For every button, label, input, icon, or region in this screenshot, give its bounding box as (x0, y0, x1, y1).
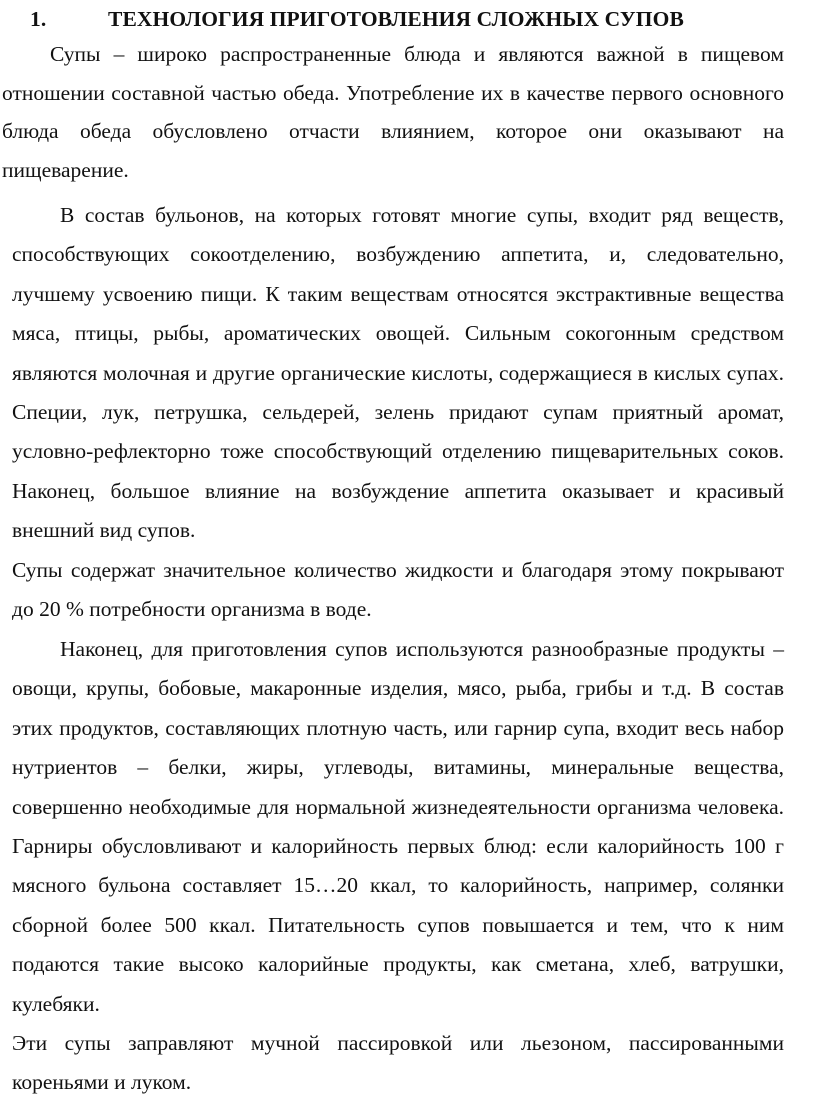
paragraph-intro: Супы – широко распространенные блюда и являются важной в пищевом отношении составной частью обеда. Употребление их в качестве первого основного блюда обеда обусловлено отчасти влиянием, которое они оказывают на пищеварение. (2, 42, 784, 182)
heading-title: ТЕХНОЛОГИЯ ПРИГОТОВЛЕНИЯ СЛОЖНЫХ СУПОВ (108, 7, 684, 31)
heading-number: 1. (30, 7, 47, 31)
paragraph-broths: В состав бульонов, на которых готовят многие супы, входит ряд веществ, способствующих сокоотделению, возбуждению аппетита, и, следовательно, лучшему усвоению пищи. К таким веществам относятся экстрактивные вещества мяса, птицы, рыбы, ароматических овощей. Сильным сокогонным средством являются молочная и другие органические кислоты, содержащиеся в кислых супах. Специи, лук, петрушка, сельдерей, зелень придают супам приятный аромат, условно-рефлекторно тоже способствующий отделению пищеварительных соков. Наконец, большое влияние на возбуждение аппетита оказывает и красивый внешний вид супов. (12, 203, 784, 543)
paragraph-products: Наконец, для приготовления супов используются разнообразные продукты – овощи, крупы, бобовые, макаронные изделия, мясо, рыба, грибы и т.д. В состав этих продуктов, составляющих плотную часть, или гарнир супа, входит весь набор нутриентов – белки, жиры, углеводы, витамины, минеральные вещества, совершенно необходимые для нормальной жизнедеятельности организма человека. Гарниры обусловливают и калорийность первых блюд: если калорийность 100 г мясного бульона составляет 15…20 ккал, то калорийность, например, солянки сборной более 500 ккал. Питательность супов повышается и тем, что к ним подаются такие высоко калорийные продукты, как сметана, хлеб, ватрушки, кулебяки. (12, 637, 784, 1016)
paragraph-liquid: Супы содержат значительное количество жидкости и благодаря этому покрывают до 20 % потребности организма в воде. (12, 558, 784, 622)
section-heading (30, 6, 684, 32)
paragraph-dressing: Эти супы заправляют мучной пассировкой или льезоном, пассированными кореньями и луком. (12, 1031, 784, 1095)
